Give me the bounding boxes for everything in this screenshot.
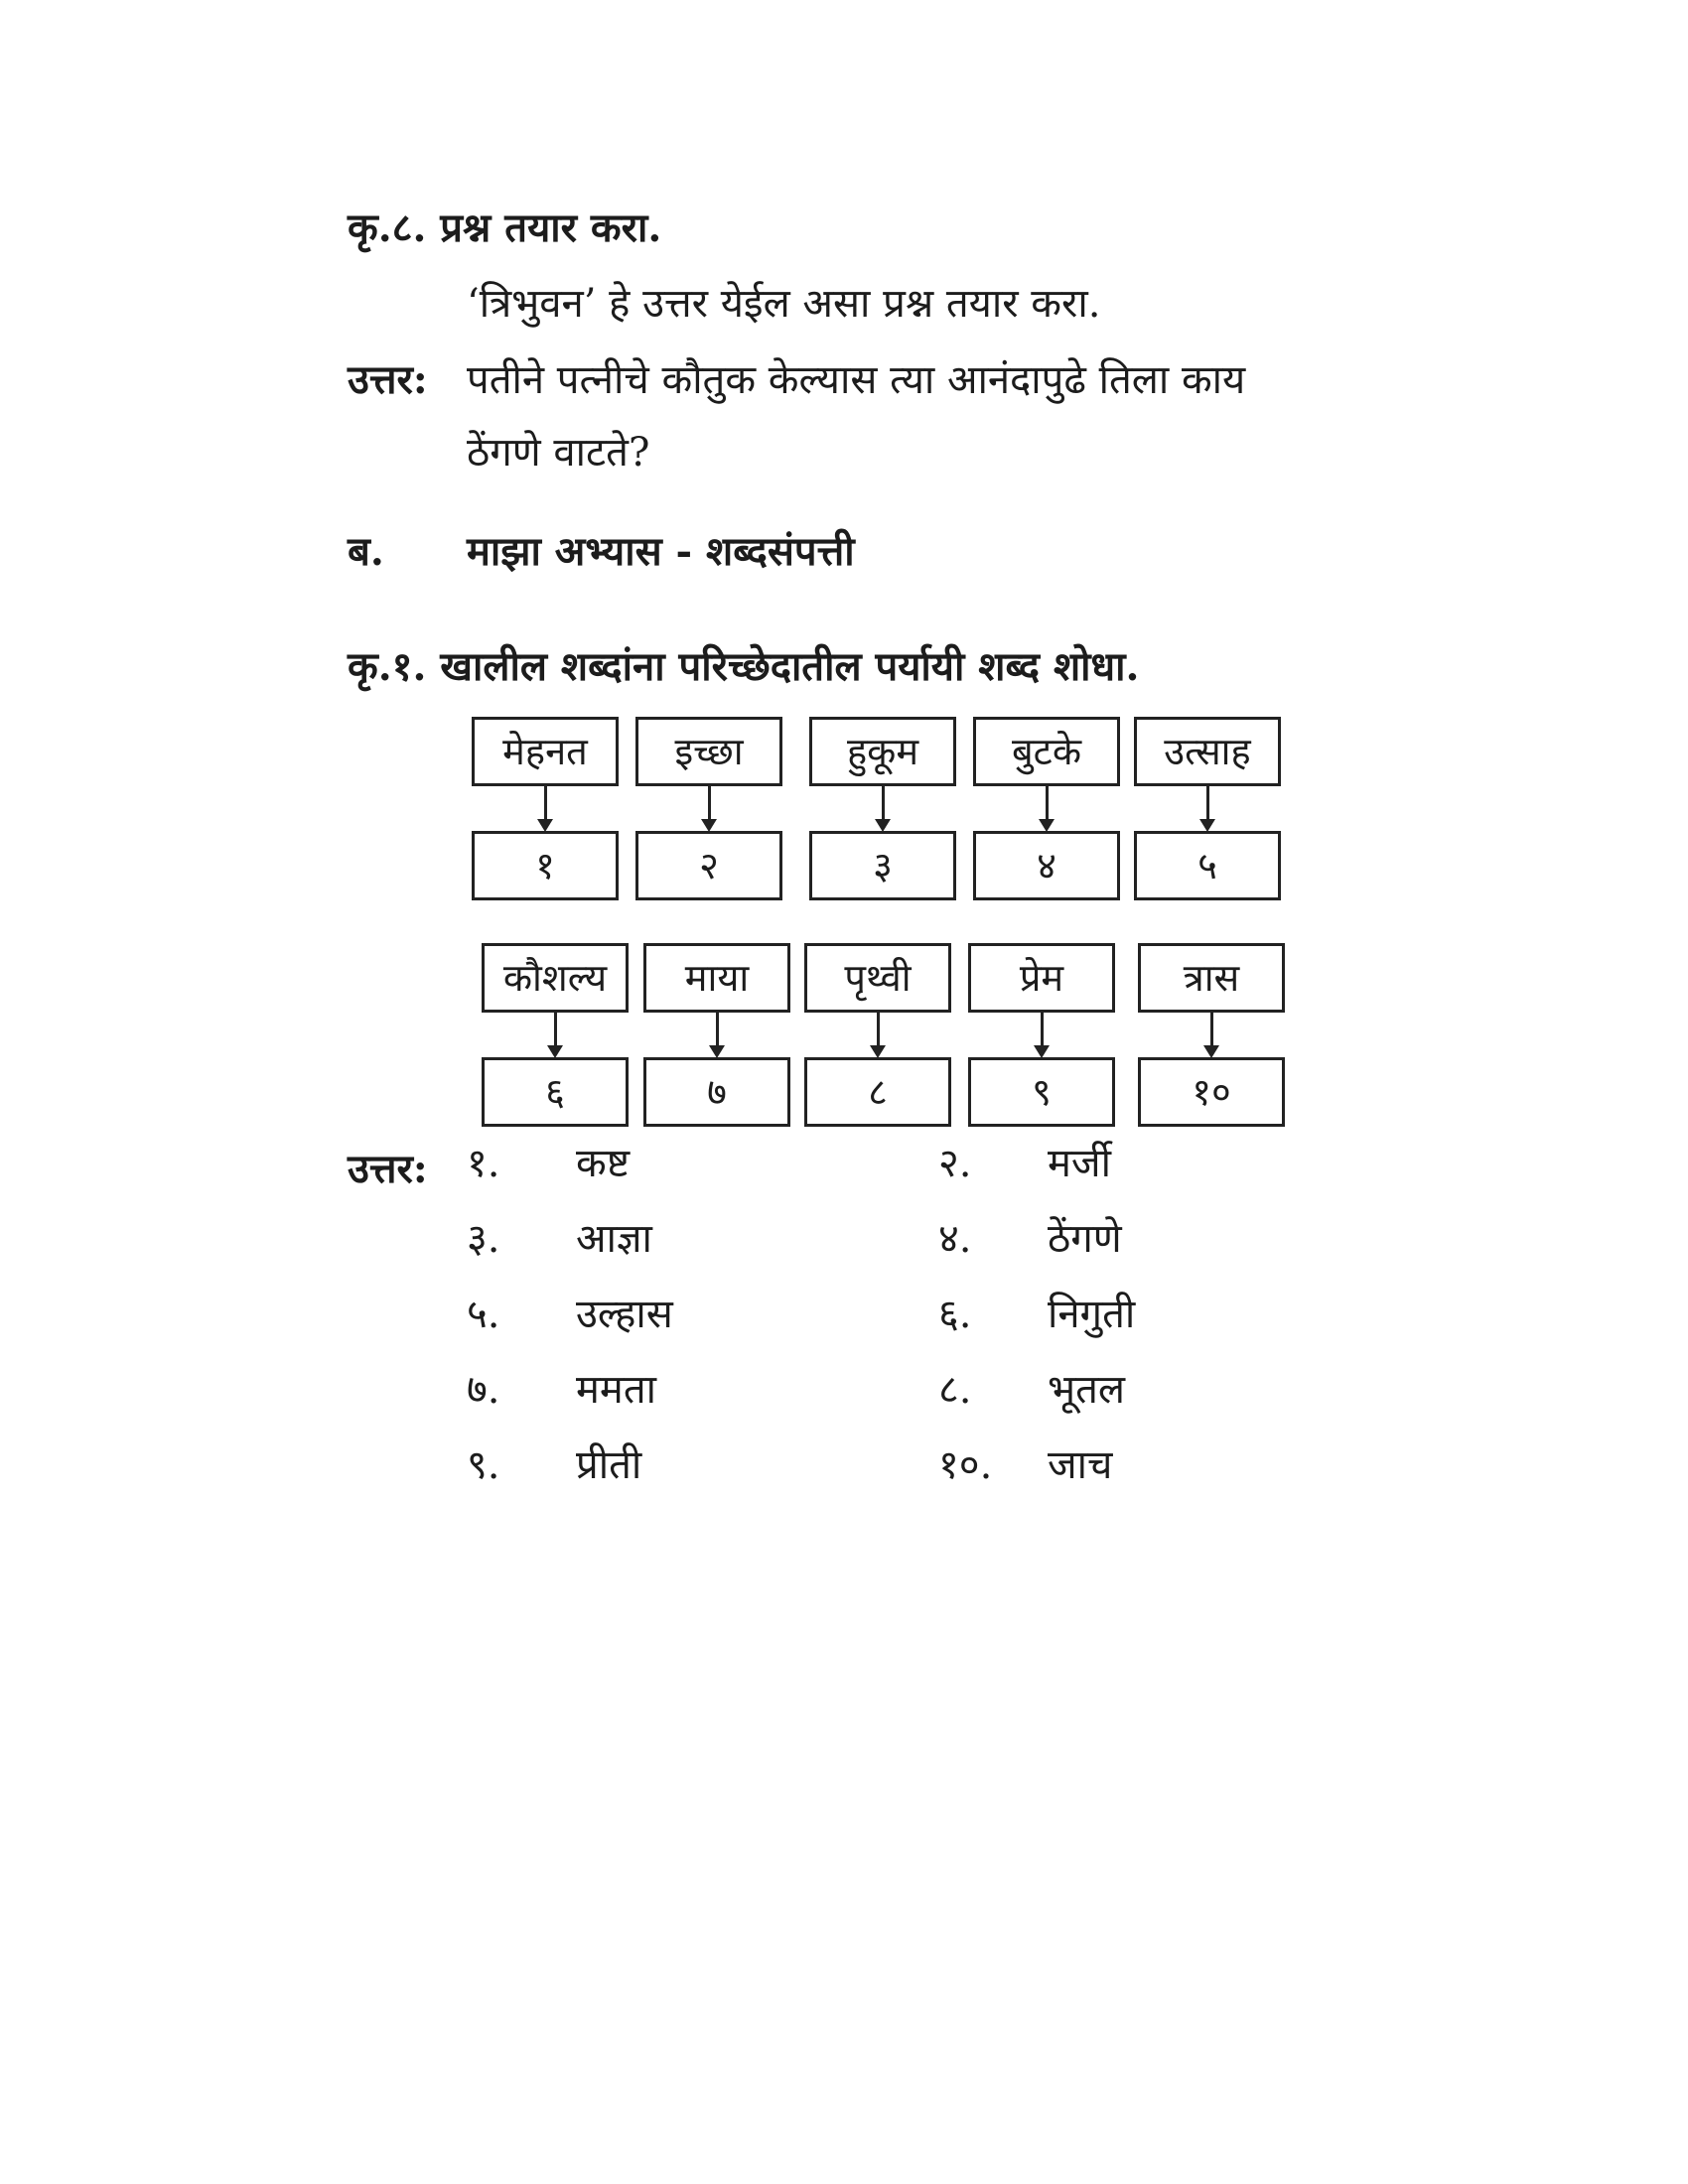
answer-number: ८.	[938, 1367, 972, 1413]
word-box: मेहनत	[472, 717, 619, 786]
box-pair	[643, 943, 792, 1132]
word-box: इच्छा	[635, 717, 782, 786]
down-arrow-icon	[554, 1013, 557, 1046]
box-pair	[968, 943, 1117, 1132]
box-pair	[472, 717, 621, 905]
answer-number: ७.	[467, 1367, 500, 1413]
answer-number: २.	[938, 1141, 972, 1186]
down-arrow-icon	[716, 1013, 719, 1046]
q8-answer-line1: पतीने पत्नीचे कौतुक केल्यास त्या आनंदापुढे तिला काय	[467, 357, 1246, 403]
synonym-box-diagram	[467, 717, 1301, 1129]
q8-answer-line2: ठेंगणे वाटते?	[467, 430, 650, 476]
answer-number: ५.	[467, 1292, 500, 1337]
down-arrow-icon	[877, 1013, 880, 1046]
word-box: प्रेम	[968, 943, 1115, 1013]
word-box: कौशल्य	[482, 943, 629, 1013]
box-pair	[973, 717, 1122, 905]
number-box: ९	[968, 1057, 1115, 1127]
number-box: ४	[973, 831, 1120, 900]
q8-heading: कृ.८. प्रश्न तयार करा.	[348, 205, 662, 251]
answer-item	[467, 1441, 641, 1489]
answer-item	[938, 1215, 1122, 1263]
answer-text: ममता	[576, 1367, 656, 1413]
word-box: माया	[643, 943, 790, 1013]
answer-text: जाच	[1048, 1442, 1113, 1488]
down-arrow-icon	[1206, 786, 1209, 820]
answer-item	[938, 1366, 1125, 1414]
section-b-label: ब.	[348, 528, 384, 575]
answer-number: १.	[467, 1141, 500, 1186]
answer-text: प्रीती	[576, 1442, 642, 1488]
down-arrow-icon	[1041, 1013, 1044, 1046]
number-box: ३	[809, 831, 956, 900]
answer-number: ३.	[467, 1216, 500, 1262]
answer-number: ६.	[938, 1292, 972, 1337]
down-arrow-icon	[544, 786, 547, 820]
word-box: पृथ्वी	[804, 943, 951, 1013]
answer-number: ९.	[467, 1442, 500, 1488]
answer-item	[467, 1291, 673, 1338]
number-box: ८	[804, 1057, 951, 1127]
number-box: ७	[643, 1057, 790, 1127]
q1-heading: कृ.१. खालील शब्दांना परिच्छेदातील पर्यायी शब्द शोधा.	[348, 643, 1140, 690]
box-pair	[1134, 717, 1283, 905]
section-b-title: माझा अभ्यास - शब्दसंपत्ती	[467, 528, 855, 575]
down-arrow-icon	[1046, 786, 1049, 820]
q8-answer-label: उत्तर:	[348, 356, 428, 403]
box-pair	[482, 943, 631, 1132]
box-row-2	[467, 943, 1301, 1132]
answer-number: ४.	[938, 1216, 972, 1262]
number-box: १	[472, 831, 619, 900]
down-arrow-icon	[882, 786, 885, 820]
number-box: ५	[1134, 831, 1281, 900]
number-box: ६	[482, 1057, 629, 1127]
box-pair	[809, 717, 958, 905]
box-pair	[804, 943, 953, 1132]
box-pair	[1138, 943, 1287, 1132]
word-box: बुटके	[973, 717, 1120, 786]
answer-item	[938, 1291, 1135, 1338]
word-box: उत्साह	[1134, 717, 1281, 786]
q1-answer-label: उत्तर:	[348, 1146, 428, 1192]
answer-item	[467, 1140, 630, 1187]
answer-number: १०.	[938, 1442, 993, 1488]
word-box: त्रास	[1138, 943, 1285, 1013]
answer-text: मर्जी	[1048, 1141, 1111, 1186]
number-box: २	[635, 831, 782, 900]
answer-text: आज्ञा	[576, 1216, 652, 1262]
down-arrow-icon	[708, 786, 711, 820]
answer-text: भूतल	[1048, 1367, 1126, 1413]
answer-item	[938, 1441, 1112, 1489]
word-box: हुकूम	[809, 717, 956, 786]
answer-text: कष्ट	[576, 1141, 631, 1186]
answer-text: ठेंगणे	[1048, 1216, 1122, 1262]
answer-text: निगुती	[1048, 1292, 1136, 1337]
answer-text: उल्हास	[576, 1292, 673, 1337]
answer-item	[467, 1366, 656, 1414]
answer-item	[467, 1215, 652, 1263]
box-pair	[635, 717, 784, 905]
q8-instruction: ‘त्रिभुवन’ हे उत्तर येईल असा प्रश्न तयार करा.	[467, 281, 1101, 327]
down-arrow-icon	[1210, 1013, 1213, 1046]
box-row-1	[467, 717, 1301, 905]
number-box: १०	[1138, 1057, 1285, 1127]
answer-item	[938, 1140, 1111, 1187]
